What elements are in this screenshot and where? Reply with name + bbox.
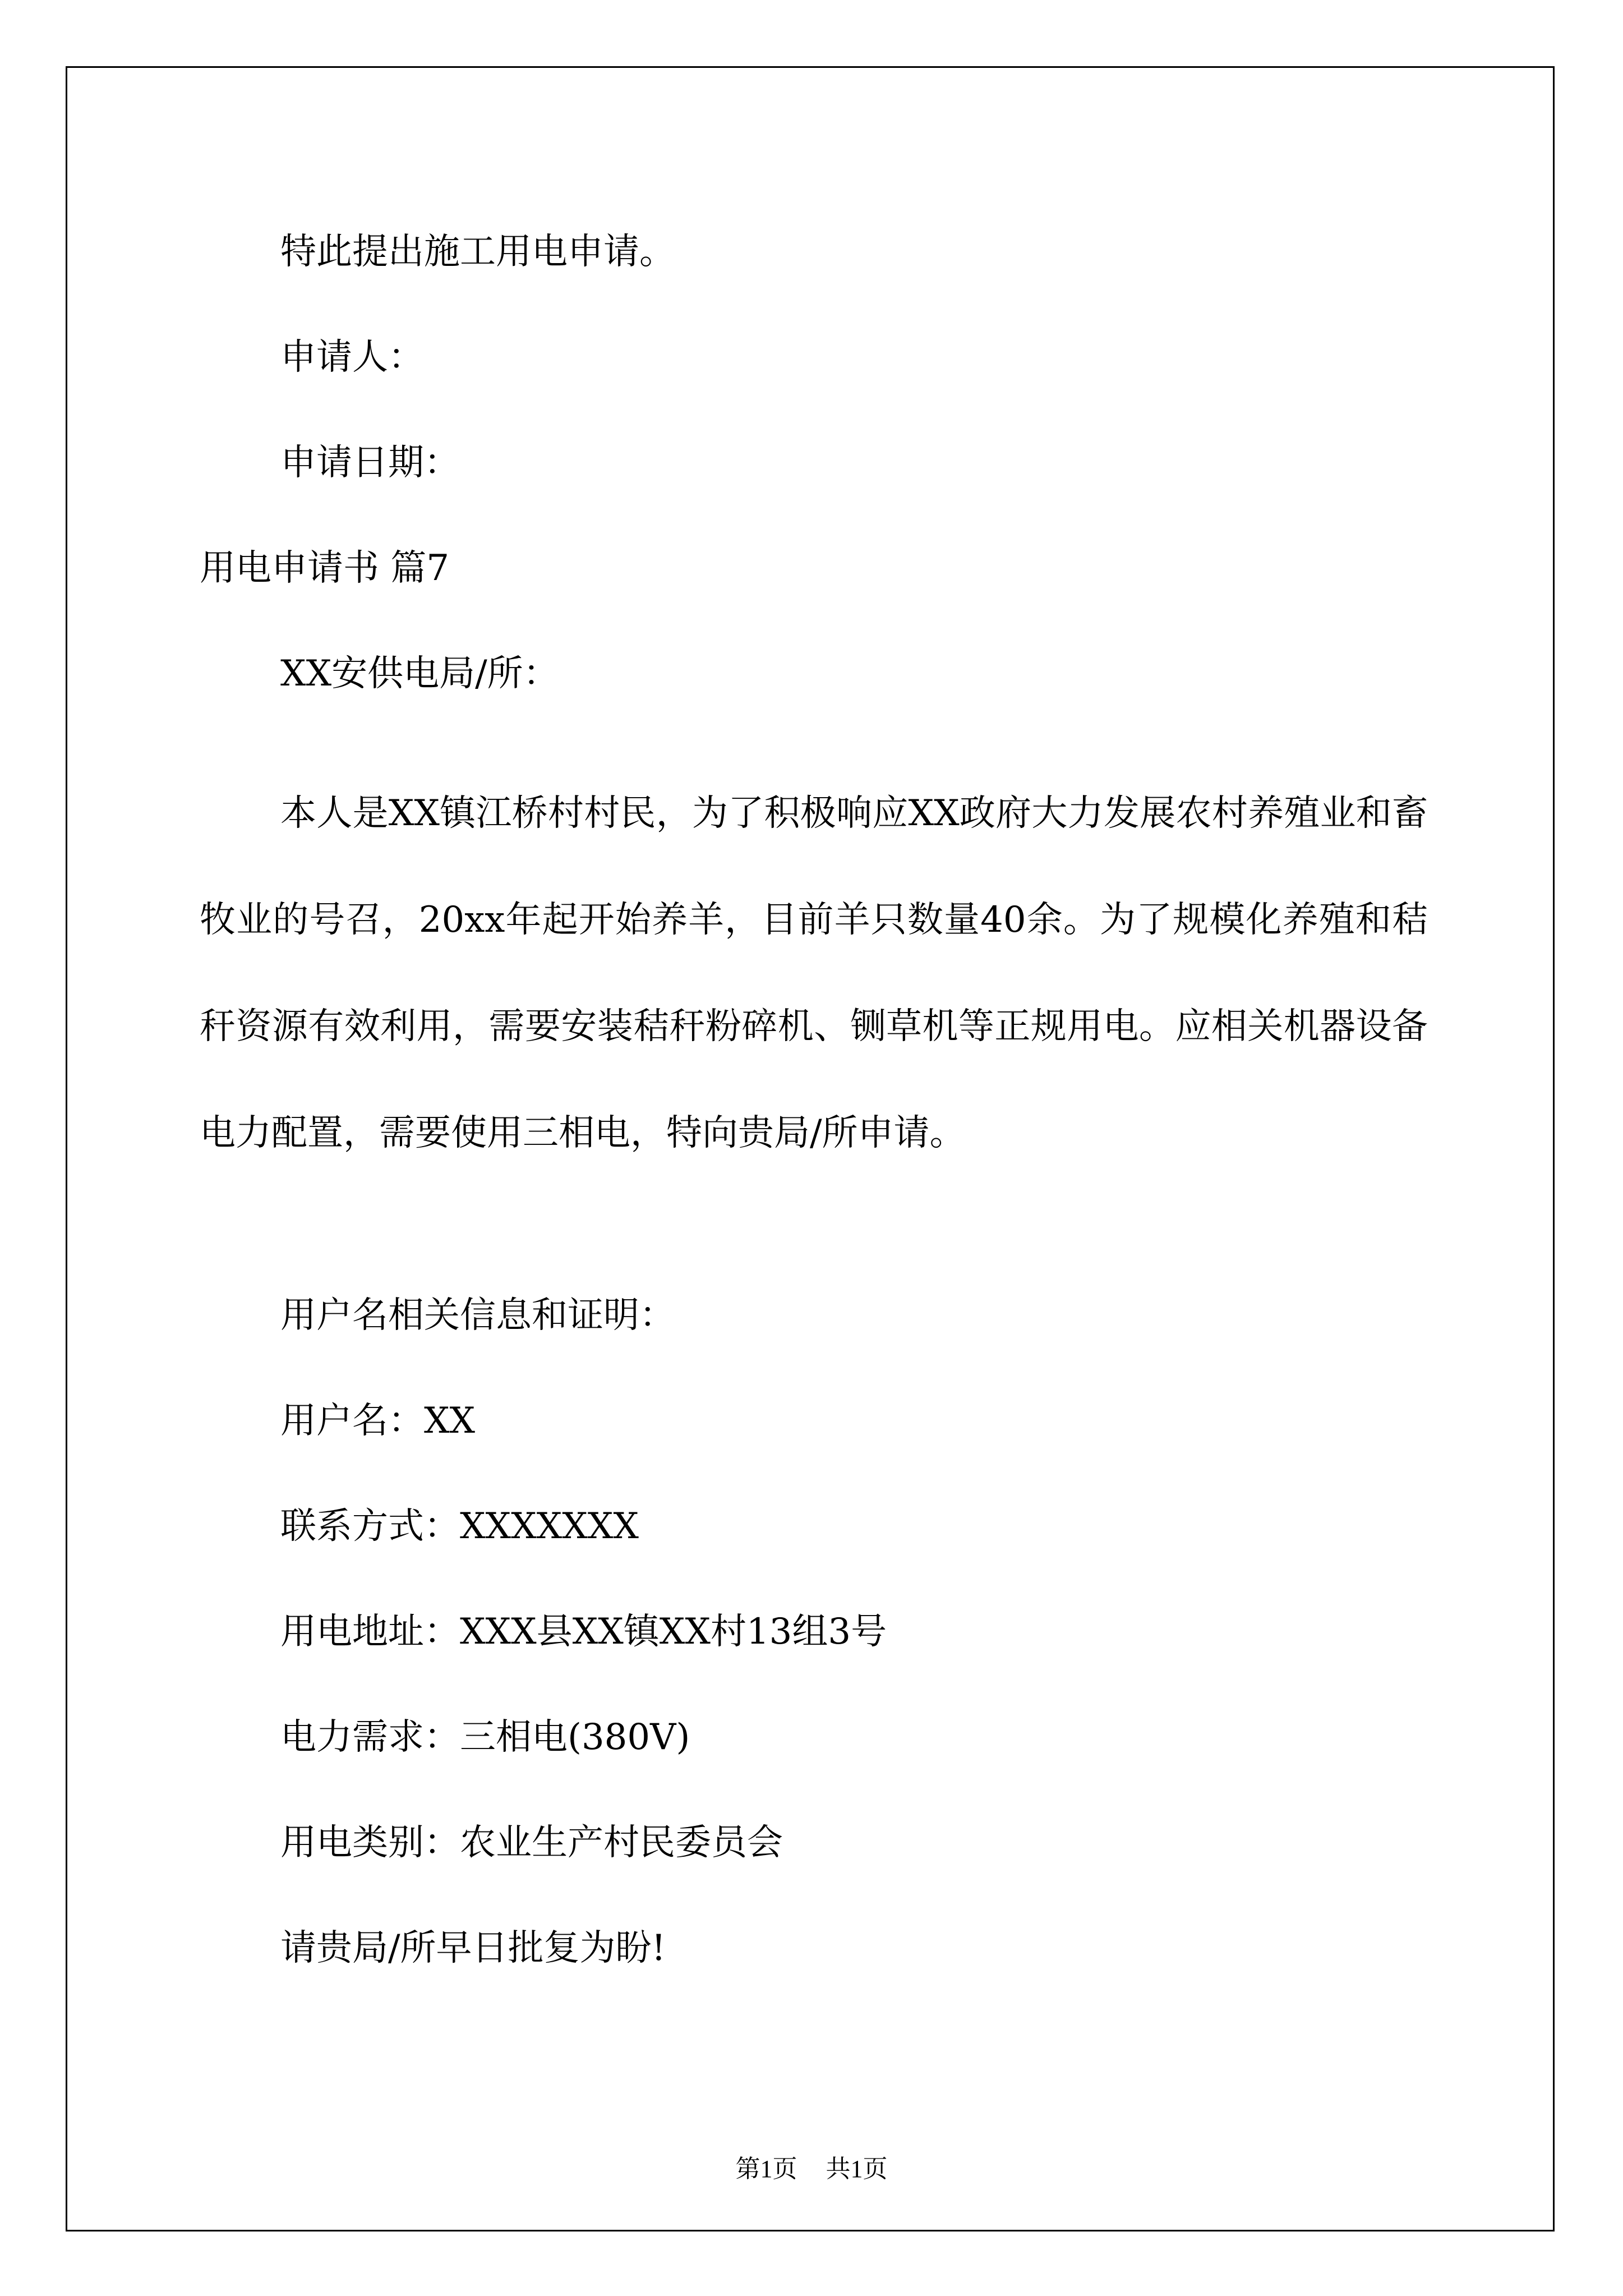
info-item-username: 用户名：XX: [280, 1400, 476, 1442]
page-total: 共1页: [826, 2155, 888, 2183]
section-title: 用电申请书 篇7: [200, 547, 450, 589]
application-date-label: 申请日期：: [280, 442, 460, 484]
declaration-line: 特此提出施工用电申请。: [280, 231, 675, 273]
salutation: XX安供电局/所：: [280, 653, 559, 694]
info-item-address: 用电地址：XXX县XX镇XX村13组3号: [280, 1611, 887, 1653]
info-item-contact: 联系方式：XXXXXXX: [280, 1506, 639, 1547]
applicant-label: 申请人：: [280, 337, 424, 378]
page-number: 第1页: [735, 2155, 797, 2183]
info-item-usage-type: 用电类别：农业生产村民委员会: [280, 1822, 783, 1864]
info-item-power-demand: 电力需求：三相电(380V): [280, 1717, 690, 1758]
info-heading: 用户名相关信息和证明：: [280, 1295, 675, 1336]
closing-line: 请贵局/所早日批复为盼!: [280, 1927, 666, 1969]
page-footer: [0, 2157, 1623, 2182]
body-paragraph: 本人是XX镇江桥村村民，为了积极响应XX政府大力发展农村养殖业和畜牧业的号召，20xx年起开始养羊，目前羊只数量40余。为了规模化养殖和秸秆资源有效利用，需要安装秸秆粉碎机、铡草机等正规用电。应相关机器设备电力配置，需要使用三相电，特向贵局/所申请。: [200, 793, 1428, 1154]
